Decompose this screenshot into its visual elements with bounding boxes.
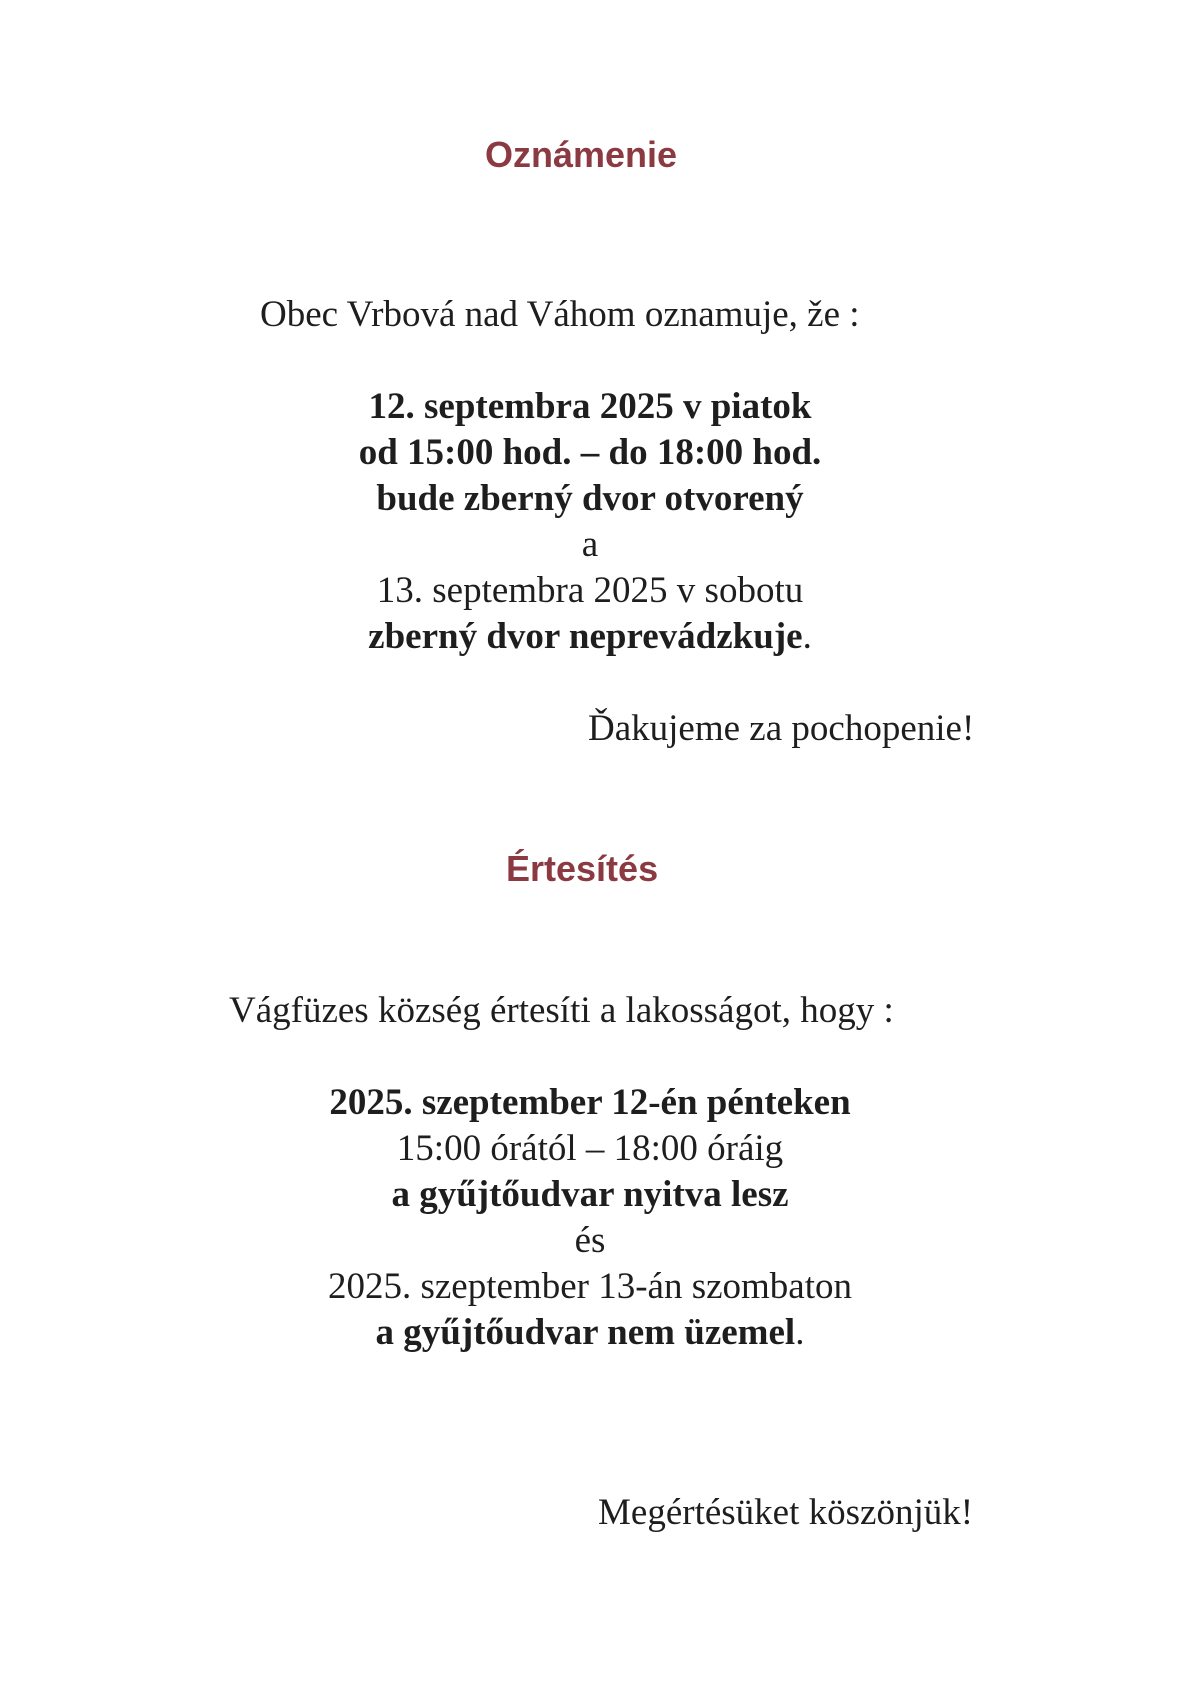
slovak-date-line: 12. septembra 2025 v piatok — [368, 386, 812, 427]
hungarian-date-line: 2025. szeptember 12-én pénteken — [329, 1082, 851, 1123]
hungarian-time-line: 15:00 órától – 18:00 óráig — [396, 1128, 784, 1169]
slovak-time-line: od 15:00 hod. – do 18:00 hod. — [358, 432, 822, 473]
hungarian-conjunction: és — [574, 1220, 606, 1261]
hungarian-heading: Értesítés — [506, 848, 659, 889]
slovak-open-line: bude zberný dvor otvorený — [376, 478, 804, 519]
hungarian-closed-line-end: . — [795, 1312, 805, 1353]
slovak-intro: Obec Vrbová nad Váhom oznamuje, že : — [260, 294, 860, 335]
hungarian-intro: Vágfüzes község értesíti a lakosságot, hogy : — [229, 990, 894, 1031]
hungarian-open-line: a gyűjtőudvar nyitva lesz — [391, 1174, 789, 1215]
slovak-second-date-line: 13. septembra 2025 v sobotu — [376, 570, 804, 611]
slovak-thanks: Ďakujeme za pochopenie! — [588, 708, 975, 749]
slovak-closed-line-bold: zberný dvor neprevádzkuje — [368, 616, 803, 657]
hungarian-second-date-line: 2025. szeptember 13-án szombaton — [327, 1266, 853, 1307]
slovak-heading: Oznámenie — [485, 134, 678, 175]
slovak-closed-line-end: . — [802, 616, 812, 657]
hungarian-closed-line-bold: a gyűjtőudvar nem üzemel — [375, 1312, 796, 1353]
slovak-conjunction: a — [581, 524, 599, 565]
slovak-closed-line — [290, 614, 890, 660]
hungarian-closed-line — [270, 1310, 910, 1356]
hungarian-thanks: Megértésüket köszönjük! — [598, 1492, 974, 1533]
